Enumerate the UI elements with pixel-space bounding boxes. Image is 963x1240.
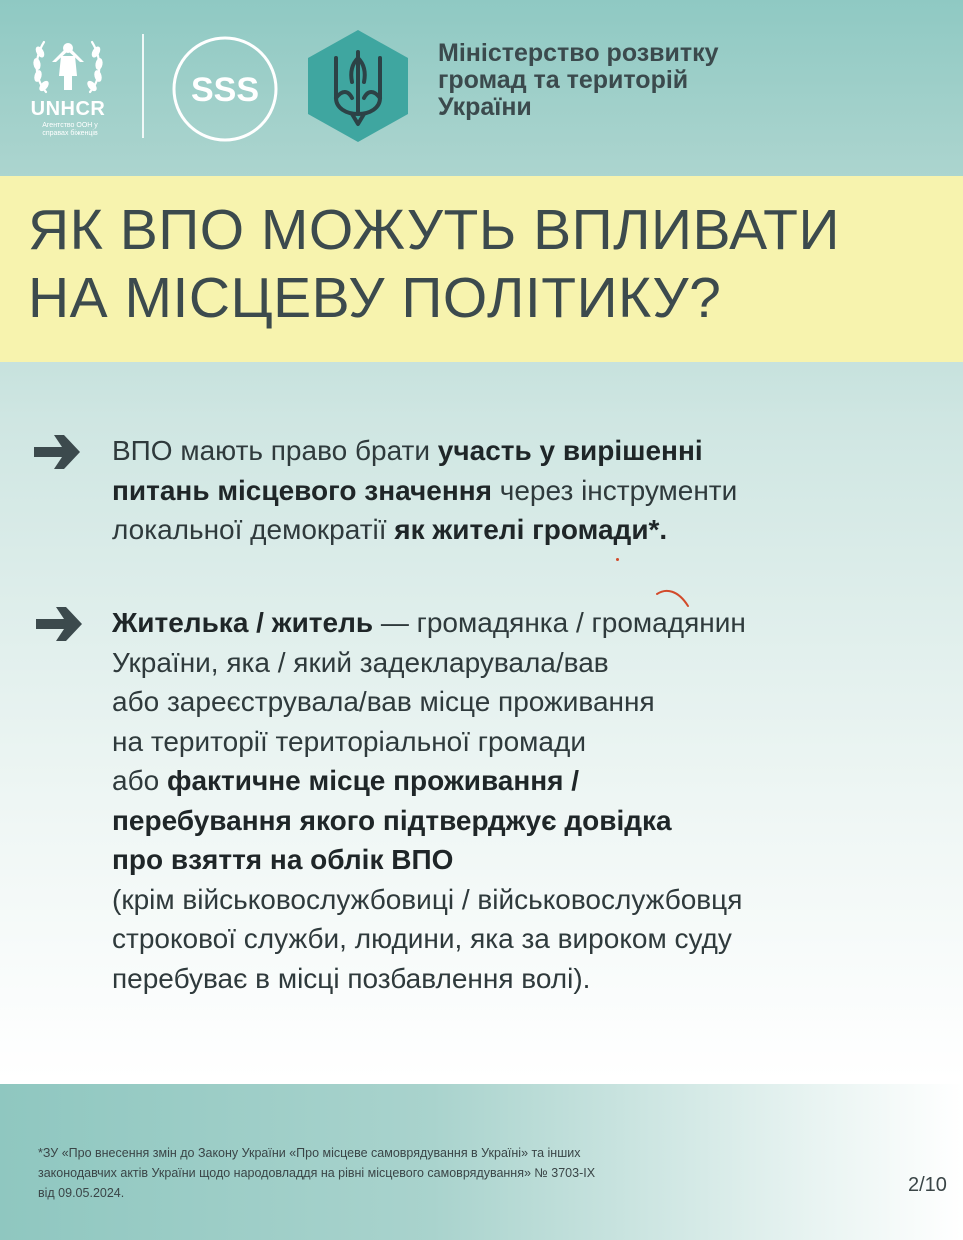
bold-run: питань місцевого значення	[112, 474, 492, 506]
header	[0, 0, 963, 176]
page-title-line: ЯК ВПО МОЖУТЬ ВПЛИВАТИ	[28, 198, 840, 262]
bold-run: як жителі громади*.	[394, 514, 668, 545]
text-run: ВПО мають право брати	[112, 435, 438, 466]
bullet-line: або зареєструвала/вав місце проживання	[112, 686, 655, 717]
bold-run: Жителька / житель	[112, 607, 374, 638]
page-title-line: НА МІСЦЕВУ ПОЛІТИКУ?	[28, 266, 722, 330]
arrow-right-icon	[32, 432, 84, 472]
unhcr-subtitle	[28, 122, 112, 138]
footnote-line: *ЗУ «Про внесення змін до Закону України «Про місцеве самоврядування в Україні» та інших	[38, 1146, 581, 1160]
page-title	[28, 196, 948, 332]
bullet-line	[112, 761, 912, 801]
annotation-dot	[616, 558, 619, 561]
bold-run: фактичне місце проживання /	[166, 765, 580, 796]
bullet-line	[112, 471, 912, 511]
header-divider	[142, 34, 144, 138]
text-run: або	[112, 765, 167, 796]
bullet-line: на території територіальної громади	[112, 725, 586, 757]
footnote-line: законодавчих актів України щодо народовладдя на рівні місцевого самоврядування» № 3703-IX	[38, 1166, 596, 1180]
footnote-line: від 09.05.2024.	[38, 1186, 125, 1200]
bullet-idp-rights	[112, 431, 912, 550]
bold-run: участь у вирішенні	[437, 435, 703, 466]
bullet-line: перебуває в місці позбавлення волі).	[112, 962, 591, 994]
trident-emblem-icon	[304, 28, 412, 144]
bullet-line	[112, 840, 912, 880]
bullet-resident-definition	[112, 603, 912, 998]
bullet-line: (крім військовослужбовиці / військовослужбовця	[112, 883, 743, 915]
sss-logo-text: SSS	[190, 71, 260, 109]
bullet-line: України, яка / який задекларувала/вав	[112, 646, 609, 678]
unhcr-subtitle-line: Агентство ООН у	[42, 122, 98, 129]
ministry-name-line: України	[438, 93, 532, 121]
ministry-name-line: громад та територій	[438, 66, 689, 94]
footnote	[38, 1143, 818, 1203]
unhcr-emblem-icon	[28, 32, 108, 96]
bullet-line	[112, 801, 912, 841]
bold-run: перебування якого підтверджує довідка	[112, 804, 672, 836]
page-number: 2/10	[908, 1174, 947, 1196]
unhcr-logo	[22, 30, 114, 140]
ministry-name-line: Міністерство розвитку	[438, 39, 719, 67]
sss-logo-icon	[170, 34, 280, 144]
text-run: — громадянка / громадянин	[373, 607, 746, 638]
bold-run: про взяття на облік ВПО	[112, 844, 454, 875]
unhcr-name: UNHCR	[30, 98, 106, 120]
bullet-line	[112, 431, 912, 471]
bullet-line: строкової служби, людини, яка за вироком суду	[112, 923, 732, 954]
text-run: локальної демократії	[112, 514, 395, 545]
arrow-right-icon	[34, 604, 86, 644]
unhcr-subtitle-line: справах біженців	[42, 130, 98, 137]
bullet-line	[112, 603, 912, 643]
ministry-name	[438, 40, 798, 121]
text-run: через інструменти	[491, 474, 738, 506]
bullet-line	[112, 510, 912, 550]
